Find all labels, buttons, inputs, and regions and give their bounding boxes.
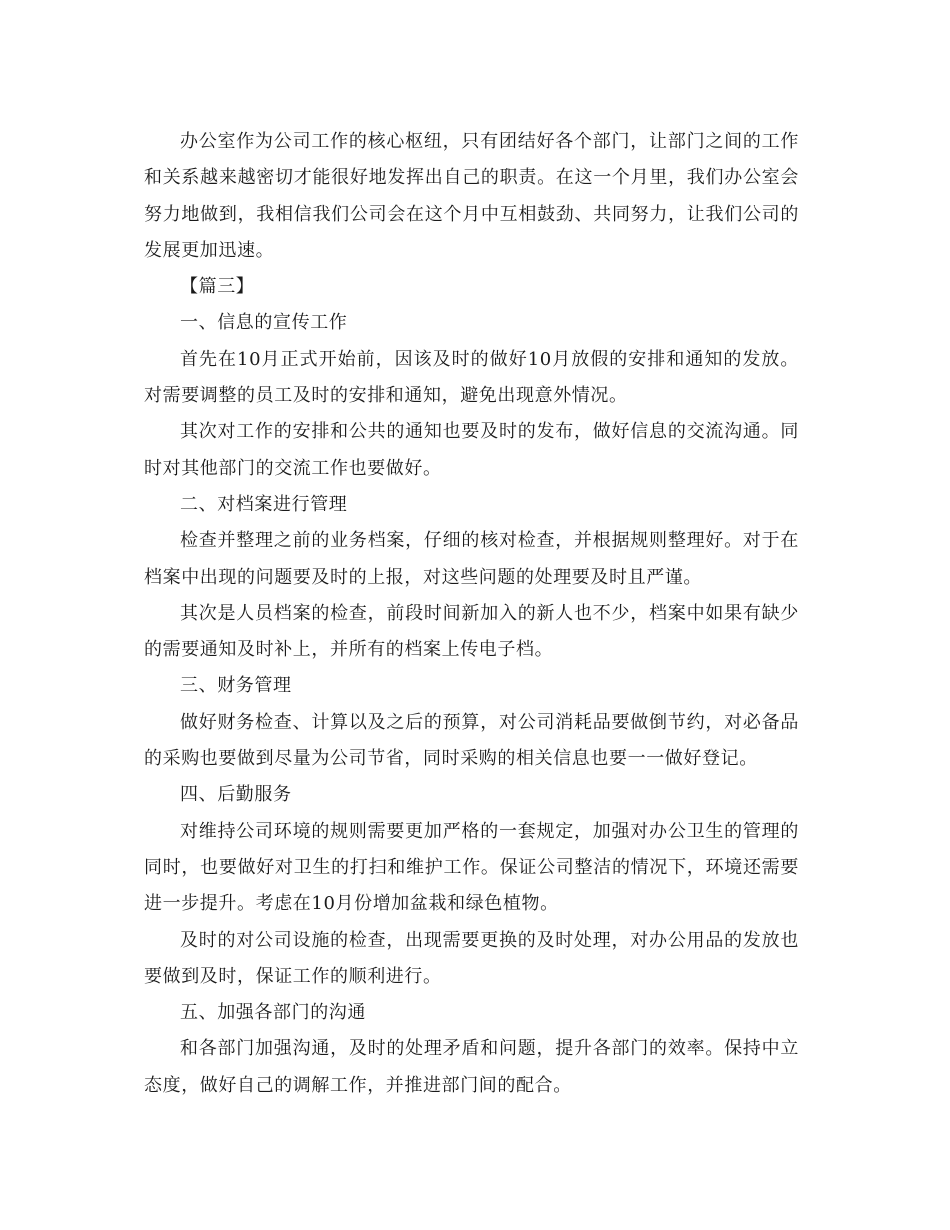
paragraph-logistics-1: 对维持公司环境的规则需要更加严格的一套规定，加强对办公卫生的管理的同时，也要做好对卫生的打扫和维护工作。保证公司整洁的情况下，环境还需要进一步提升。考虑在10月份增加盆栽和绿色植物。 (144, 820, 799, 915)
paragraph-archive-2: 其次是人员档案的检查，前段时间新加入的新人也不少，档案中如果有缺少的需要通知及时补上，并所有的档案上传电子档。 (144, 602, 799, 661)
heading-finance-management: 三、财务管理 (180, 675, 292, 697)
paragraph-finance: 做好财务检查、计算以及之后的预算，对公司消耗品要做倒节约，对必备品的采购也要做到尽量为公司节省，同时采购的相关信息也要一一做好登记。 (144, 711, 799, 770)
paragraph-archive-1: 检查并整理之前的业务档案，仔细的核对检查，并根据规则整理好。对于在档案中出现的问题要及时的上报，对这些问题的处理要及时且严谨。 (144, 530, 799, 588)
document-body (144, 124, 799, 1104)
section-marker-part-three: 【篇三】 (180, 276, 255, 298)
heading-archive-management: 二、对档案进行管理 (180, 493, 348, 515)
paragraph-publicity-1: 首先在10月正式开始前，因该及时的做好10月放假的安排和通知的发放。对需要调整的员工及时的安排和通知，避免出现意外情况。 (144, 348, 799, 407)
heading-logistics-service: 四、后勤服务 (180, 784, 292, 806)
paragraph-publicity-2: 其次对工作的安排和公共的通知也要及时的发布，做好信息的交流沟通。同时对其他部门的交流工作也要做好。 (144, 421, 799, 479)
heading-info-publicity: 一、信息的宣传工作 (180, 312, 348, 334)
paragraph-communication: 和各部门加强沟通，及时的处理矛盾和问题，提升各部门的效率。保持中立态度，做好自己的调解工作，并推进部门间的配合。 (144, 1038, 799, 1096)
paragraph-intro: 办公室作为公司工作的核心枢纽，只有团结好各个部门，让部门之间的工作和关系越来越密切才能很好地发挥出自己的职责。在这一个月里，我们办公室会努力地做到，我相信我们公司会在这个月中互相鼓劲、共同努力，让我们公司的发展更加迅速。 (144, 131, 799, 261)
paragraph-logistics-2: 及时的对公司设施的检查，出现需要更换的及时处理，对办公用品的发放也要做到及时，保证工作的顺利进行。 (144, 929, 799, 987)
heading-department-communication: 五、加强各部门的沟通 (180, 1002, 366, 1024)
